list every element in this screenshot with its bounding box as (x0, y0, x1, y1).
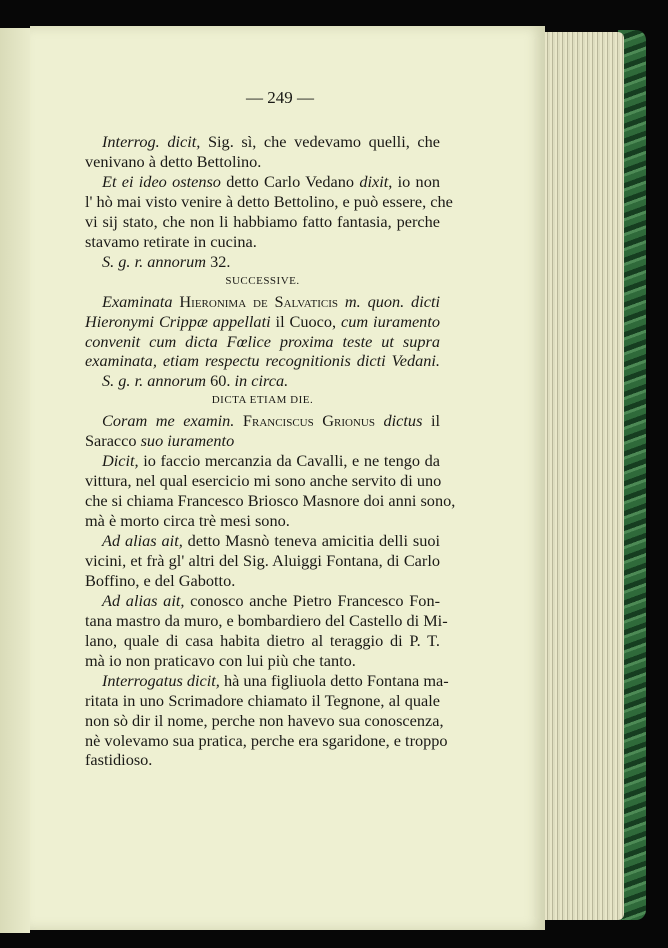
italic-text: Examinata (102, 291, 173, 311)
text-run: vicini, et frà gl' altri del Sig. Aluiggi Fontana, di Carlo (85, 550, 440, 570)
text-line (85, 151, 440, 172)
text-run: non sò dir il nome, perche non havevo sua conoscenza, (85, 710, 444, 730)
text-run: fastidioso. (85, 750, 153, 770)
text-run: Boffino, e del Gabotto. (85, 570, 236, 590)
text-run: il (422, 411, 440, 431)
text-line (102, 590, 440, 611)
text-line (102, 370, 440, 391)
text-run: 32. (206, 251, 231, 271)
text-run: 60. (206, 371, 235, 391)
italic-text: dictus (383, 411, 423, 431)
text-run: io faccio mercanzia da Cavalli, e ne tengo da (138, 451, 440, 471)
text-run: Sig. sì, che vedevamo quelli, che (200, 132, 440, 151)
text-line (85, 730, 448, 751)
italic-text: Dicit, (102, 451, 139, 471)
text-line (85, 610, 448, 631)
text-run: venivano à detto Bettolino. (85, 151, 262, 171)
text-run: detto Carlo Vedano (220, 171, 360, 191)
italic-text: Ad alias ait, (102, 590, 185, 610)
italic-text: Interrog. dicit, (102, 132, 201, 151)
italic-text: suo iuramento (140, 431, 235, 451)
text-run: il Cuoco, (270, 311, 342, 331)
text-run: mà io non praticavo con lui più che tanto. (85, 650, 356, 670)
text-run: ritata in uno Scrimadore chiamato il Tegnone, al quale (85, 690, 440, 710)
italic-text: cum iuramento (341, 311, 440, 331)
text-line (85, 650, 440, 671)
italic-text: dixit (359, 171, 389, 191)
text-line (102, 530, 440, 551)
text-run: , io non (388, 171, 440, 191)
text-line (102, 450, 440, 471)
text-line (85, 690, 440, 711)
text-run: nè volevamo sua pratica, perche era sgaridone, e troppo (85, 730, 448, 750)
italic-text: in circa. (234, 371, 289, 391)
text-line (102, 131, 440, 152)
text-line (85, 510, 440, 531)
text-line (85, 749, 440, 770)
text-line (85, 470, 440, 491)
text-line (85, 430, 440, 451)
text-run: DICTA ETIAM DIE. (211, 394, 314, 407)
text-line (85, 350, 440, 371)
text-run: mà è morto circa trè mesi sono. (85, 511, 290, 531)
text-line (85, 331, 440, 352)
italic-text: Et ei ideo ostenso (102, 171, 221, 191)
text-line (85, 570, 440, 591)
text-run: vittura, nel qual esercicio mi sono anche servito di uno (85, 471, 442, 491)
text-line (85, 311, 440, 332)
section-heading (85, 271, 440, 292)
text-line (102, 171, 440, 192)
italic-text: examinata, etiam respectu recognitionis dicti Vedani. (85, 351, 440, 371)
italic-text: Hieronymi Crippæ appellati (85, 311, 271, 331)
text-run: hà una figliuola detto Fontana ma- (219, 670, 449, 690)
italic-text: S. g. r. annorum (102, 251, 207, 271)
text-run: SUCCESSIVE. (225, 274, 300, 287)
italic-text: S. g. r. annorum (102, 371, 207, 391)
text-run: conosco anche Pietro Francesco Fon- (184, 590, 441, 610)
text-line (85, 630, 440, 651)
text-line (102, 670, 449, 691)
page-number: — 249 — (246, 88, 314, 107)
italic-text: Ad alias ait, (102, 531, 183, 550)
text-run: lano, quale di casa habita dietro al teraggio di P. T. (85, 630, 440, 650)
text-run: stavamo retirate in cucina. (85, 231, 257, 251)
italic-text: Coram me examin. (102, 411, 235, 431)
text-line (102, 410, 440, 431)
text-run: che si chiama Francesco Briosco Masnore doi anni sono, (85, 491, 456, 511)
text-run: Saracco (85, 431, 141, 451)
text-line (102, 291, 440, 312)
text-line (102, 251, 440, 272)
text-run: l' hò mai visto venire à detto Bettolino, e può essere, che (85, 191, 453, 211)
text-run: vi sij stato, che non li habbiamo fatto fantasia, perche (85, 211, 440, 231)
text-line (85, 211, 440, 232)
small-caps-name: Franciscus Grionus (234, 411, 384, 431)
small-caps-name: Hieronima de Salvaticis (172, 291, 345, 311)
facing-page-edge (0, 28, 30, 933)
text-run: detto Masnò teneva amicitia delli suoi (182, 531, 441, 550)
text-line (85, 490, 456, 511)
text-line (85, 191, 453, 212)
page-stack-edges (540, 32, 624, 920)
text-line (85, 710, 444, 731)
text-line (85, 231, 440, 252)
text-run: tana mastro da muro, e bombardiero del Castello di Mi- (85, 610, 448, 630)
italic-text: convenit cum dicta Fœlice proxima teste ut supra (85, 331, 440, 351)
text-line (85, 550, 440, 571)
section-heading (85, 390, 440, 411)
italic-text: m. quon. dicti (344, 291, 440, 311)
italic-text: Interrogatus dicit, (102, 670, 220, 690)
